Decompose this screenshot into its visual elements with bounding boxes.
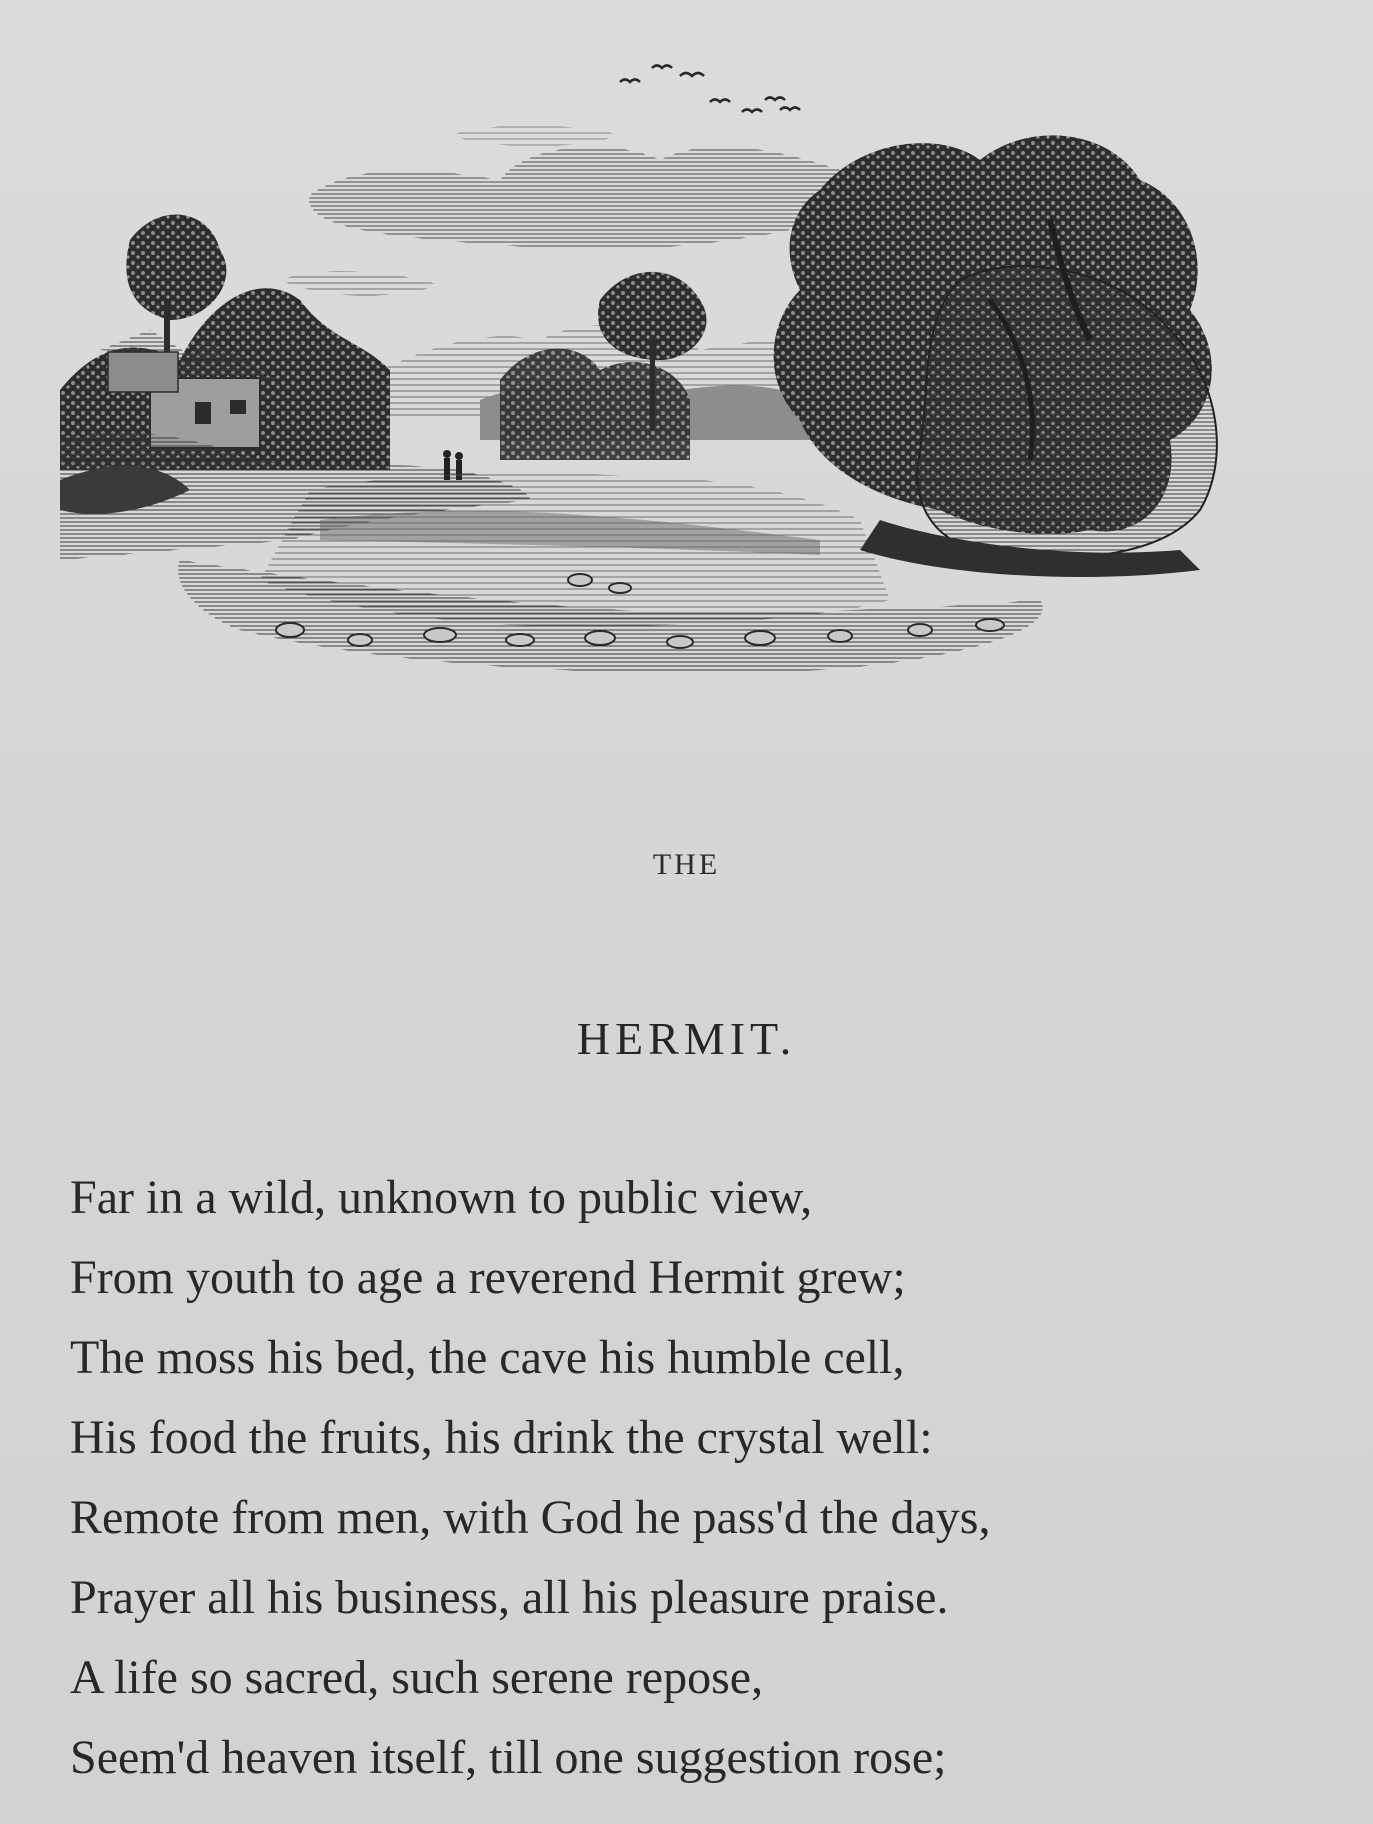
poem-line: His food the fruits, his drink the crystal well: xyxy=(70,1411,933,1464)
poem-line: The moss his bed, the cave his humble cell, xyxy=(70,1331,905,1384)
heading-small: THE xyxy=(652,848,721,881)
poem-line: Remote from men, with God he pass'd the days, xyxy=(70,1491,991,1544)
poem-line: Seem'd heaven itself, till one suggestion rose; xyxy=(70,1731,947,1784)
poem-text xyxy=(70,1158,1320,1798)
poem-line: A life so sacred, such serene repose, xyxy=(70,1651,764,1704)
poem-line: Prayer all his business, all his pleasure praise. xyxy=(70,1571,949,1624)
poem-line: Far in a wild, unknown to public view, xyxy=(70,1171,813,1224)
page-title: HERMIT. xyxy=(576,1013,797,1064)
landscape-engraving-icon xyxy=(60,40,1320,730)
poem-line: From youth to age a reverend Hermit grew; xyxy=(70,1251,906,1304)
